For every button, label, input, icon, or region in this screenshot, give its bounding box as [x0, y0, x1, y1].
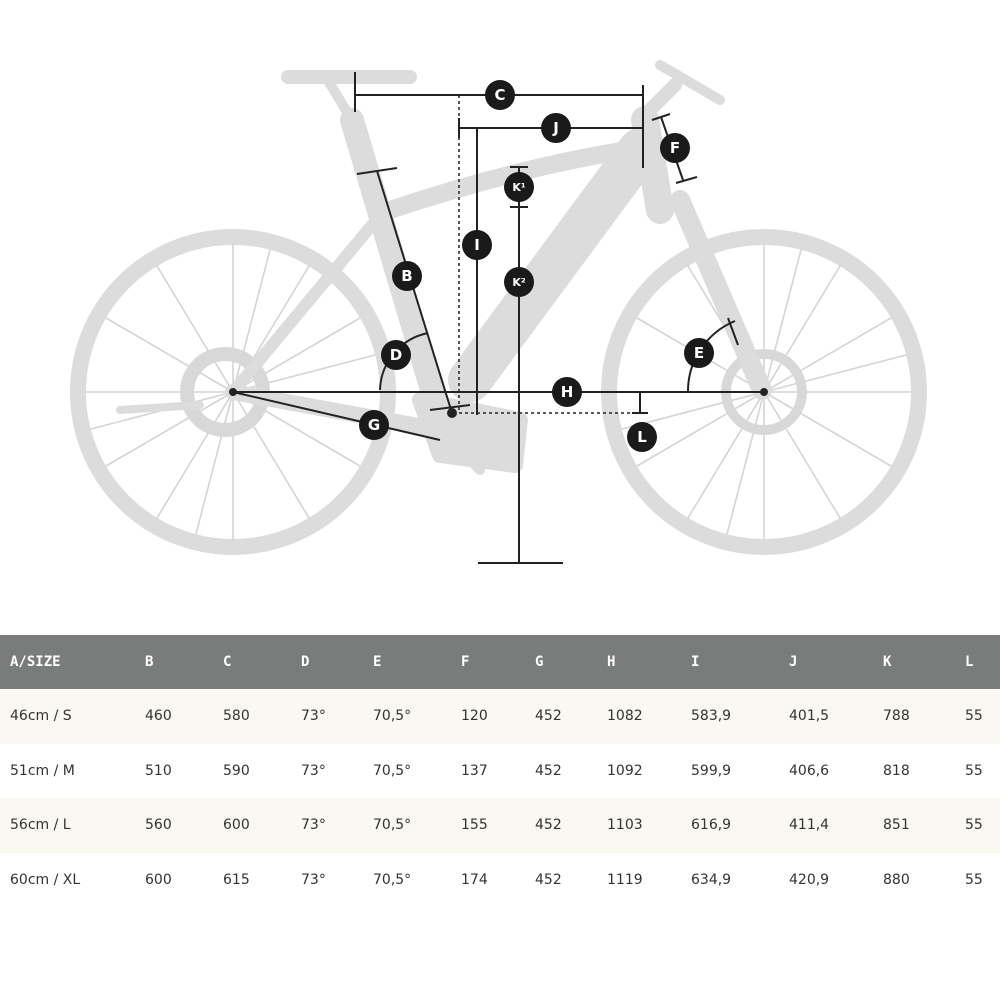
svg-text:D: D [389, 346, 403, 364]
header-f: F [461, 635, 535, 689]
header-b: B [145, 635, 223, 689]
derailleur [120, 405, 200, 410]
table-cell: 120 [461, 689, 535, 744]
table-cell: 600 [145, 853, 223, 908]
table-cell: 583,9 [691, 689, 789, 744]
header-c: C [223, 635, 301, 689]
svg-text:K¹: K¹ [512, 181, 526, 194]
header-h: H [607, 635, 691, 689]
table-cell: 634,9 [691, 853, 789, 908]
table-cell: 70,5° [373, 853, 461, 908]
table-cell: 452 [535, 689, 607, 744]
table-cell: 616,9 [691, 798, 789, 853]
head-tube [645, 120, 660, 210]
label-badge-j [541, 113, 571, 143]
header-d: D [301, 635, 373, 689]
table-cell: 615 [223, 853, 301, 908]
label-badge-e [684, 338, 714, 368]
header-g: G [535, 635, 607, 689]
table-cell: 411,4 [789, 798, 883, 853]
bike-silhouette [78, 65, 919, 547]
table-cell: 560 [145, 798, 223, 853]
table-header-row [0, 635, 1000, 689]
table-row [0, 689, 1000, 744]
table-cell: 818 [883, 744, 965, 799]
table-cell: 599,9 [691, 744, 789, 799]
table-cell: 1092 [607, 744, 691, 799]
table-cell: 452 [535, 798, 607, 853]
table-cell: 137 [461, 744, 535, 799]
table-cell: 452 [535, 853, 607, 908]
table-cell: 880 [883, 853, 965, 908]
table-cell-size: 51cm / M [0, 744, 145, 799]
table-cell: 420,9 [789, 853, 883, 908]
table-cell: 55 [965, 744, 1000, 799]
table-cell: 73° [301, 798, 373, 853]
label-badge-g [359, 410, 389, 440]
label-badge-c [485, 80, 515, 110]
svg-text:I: I [474, 236, 480, 254]
table-cell: 851 [883, 798, 965, 853]
table-cell: 452 [535, 744, 607, 799]
table-cell: 590 [223, 744, 301, 799]
svg-text:K²: K² [512, 276, 526, 289]
table-cell-size: 60cm / XL [0, 853, 145, 908]
header-j: J [789, 635, 883, 689]
label-badge-h [552, 377, 582, 407]
table-cell: 174 [461, 853, 535, 908]
table-cell: 55 [965, 798, 1000, 853]
table-cell: 788 [883, 689, 965, 744]
svg-text:H: H [560, 383, 574, 401]
table-cell: 55 [965, 853, 1000, 908]
svg-text:G: G [367, 416, 381, 434]
svg-text:B: B [401, 267, 413, 285]
table-cell: 73° [301, 689, 373, 744]
table-row [0, 853, 1000, 908]
label-badge-f [660, 133, 690, 163]
label-badge-i [462, 230, 492, 260]
table-cell: 70,5° [373, 798, 461, 853]
label-badge-l [627, 422, 657, 452]
table-row [0, 798, 1000, 853]
svg-text:J: J [553, 119, 559, 137]
table-cell: 1119 [607, 853, 691, 908]
svg-text:L: L [637, 428, 647, 446]
label-badge-k1 [504, 172, 534, 202]
table-cell: 70,5° [373, 689, 461, 744]
table-cell-size: 56cm / L [0, 798, 145, 853]
header-e: E [373, 635, 461, 689]
header-k: K [883, 635, 965, 689]
label-badge-b [392, 261, 422, 291]
label-badge-k2 [504, 267, 534, 297]
table-cell: 406,6 [789, 744, 883, 799]
table-cell: 401,5 [789, 689, 883, 744]
table-cell: 73° [301, 744, 373, 799]
label-badge-d [381, 340, 411, 370]
table-cell: 1082 [607, 689, 691, 744]
table-cell: 155 [461, 798, 535, 853]
table-cell: 510 [145, 744, 223, 799]
svg-text:F: F [669, 139, 681, 157]
header-l: L [965, 635, 1000, 689]
table-row [0, 744, 1000, 799]
table-cell: 70,5° [373, 744, 461, 799]
table-cell-size: 46cm / S [0, 689, 145, 744]
table-cell: 460 [145, 689, 223, 744]
svg-text:E: E [693, 344, 705, 362]
stem [645, 85, 675, 115]
table-cell: 600 [223, 798, 301, 853]
svg-text:C: C [494, 86, 506, 104]
table-cell: 73° [301, 853, 373, 908]
header-i: I [691, 635, 789, 689]
geometry-table [0, 635, 1000, 907]
table-cell: 580 [223, 689, 301, 744]
table-cell: 55 [965, 689, 1000, 744]
header-size: A/SIZE [0, 635, 145, 689]
table-cell: 1103 [607, 798, 691, 853]
